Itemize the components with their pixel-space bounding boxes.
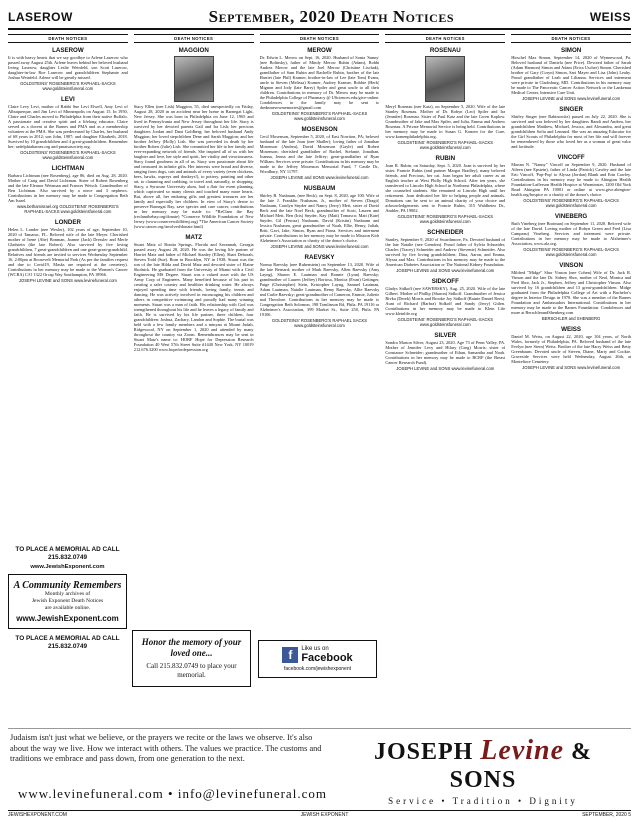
notice-body: Stacy Ellen (nee Lish) Maggion, 55, died unexpectedly on Friday, August 28, 2020 in an accident near her home in Barnegat Light, New Jersey. She was born in Philadelphia on June 12, 1965 and lived in Pennsylvania and New Jersey throughout her life. Stacy is survived by her devoted parents Gail and Ira Lish; her precious daughters Jordan and Dani Goldberg; her beloved husband Andy Maggion; her loved stepchildren Dene and Sarah Maggion; and her brother Jeffrey (Holly) Lish. She was preceded in death by her brother Robert (Julie) Lish. She committed her life to her family and ever-expanding network of friends. She inspired all of us with her laughter and love, her style and spirit, her vitality and vivaciousness. Stacy found goodness in all of us. Stacy was passionate about life and treasured its infinite gifts. Her interests were broad and diverse, ranging from dogs, cats and animals of every variety (even chickens, bees, hawks, ospreys and donkeys!), to pottery, painting and other art, to clamming and crabbing, to travel and, naturally, to shopping. Stacy, a Syracuse University alum, had a flair for event planning, which captivated so many clients and touched many more hearts. But, above all, her enduring gifts and greatest treasures are her family and especially her children. In view of Stacy's desire to preserve Barnegat Bay, save species and cure cancer, contributions in her memory may be made to: *ReClam the Bay (reclamthebay.org/donate) *Conserve Wildlife Foundation of New Jersey (www.conservewildlifenj.org) *The American Cancer Society (www.cancer.org/involved/donate.html) (133, 104, 254, 229)
notice-body: Mildred "Midge" Shor Vinson (nee Cohen) Wife of Dr. Jack R. Vinson and the late Dr. Sidney Shor, mother of Neal, Monica and Fred Shor, Jack Jr., Stephen, Jeffrey and Christopher Vinson. Also survived by 16 grandchildren and 13 great-grandchildren. Midge graduated from the Philadelphia College of Art with a Bachelor's degree in Interior Design in 1970. She was a member of the Barnes Foundation and Ambassadors International. Contributions in her memory may be made to the Barnes Foundation. Condolences and more at BerschlerandShenberg.com (511, 270, 631, 315)
notice-name: LICHTMAN (51, 165, 85, 172)
footer-right: SEPTEMBER, 2020 5 (582, 812, 631, 818)
death-notice (260, 183, 380, 249)
notice-body: Gladys Sidkoff (nee SAWERSKY), Aug. 25, 2020. Wife of the late Gilbert. Mother of Phillip (Sharon) Sidkoff. Grandmother of Jessica Rivka (Derek) Morris and Brooke Joy Sidkoff (Rainie Daniel Rees). Aunt of Richard (Barbra) Sidkoff and Sandy (Jerry) Gitlen. Contributions in her memory may be made to Klein Life www.kleinlife.org (385, 286, 506, 316)
notice-body: Meryl Rosenau (nee Katz), on September 5, 2020. Wife of the late Stanley Rosenau. Mother of Dr. Robyn (Leo) Spiler and Ira (Jennifer) Rosenau. Sister of Paul Katz and the late Gwen Kaplow. Grandmother of Jake and Max Spiler, and Julia, Emma and Andrew Rosenau. A Private Memorial Service is being held. Contributions in her memory may be made to Susan G. Komen for the Cure, www.komenphiladelphia.org. (385, 104, 506, 139)
column-5 (511, 34, 631, 534)
page-title: September, 2020 Death Notices (208, 7, 454, 26)
levine-logo (338, 735, 628, 806)
community-url[interactable]: www.JewishExponent.com (16, 614, 119, 623)
website-link[interactable]: www.JewishExponent.com (30, 564, 105, 570)
facebook-ad[interactable] (258, 640, 377, 678)
death-notice (511, 152, 631, 208)
death-notice (8, 94, 128, 160)
notice-signature: www.bethamisrael.org GOLDSTEINS' ROSENBERG'S RAPHAEL-SACKS www.goldsteinsfuneral.com (17, 204, 119, 214)
facebook-like-text: Like us on (301, 646, 329, 652)
death-notice (511, 104, 631, 149)
community-line-3: are available online. (44, 605, 91, 611)
levine-brand-pre: JOSEPH (373, 739, 474, 765)
notice-name: SCHNEIDER (427, 229, 464, 236)
masthead-left-name: LASEROW (8, 10, 73, 24)
notice-name: LEVI (61, 96, 75, 103)
notice-signature: JOSEPH LEVINE and SONS www.levinefuneral.com (270, 244, 369, 249)
levine-ad-url[interactable]: www.levinefuneral.com • info@levinefuneral.com (18, 786, 327, 801)
notice-body: Sondra Marion Silver, August 23, 2020. Age 73 of Penn Valley, PA. Mother of Jennifer Levy and Hilary (Greg) Morris; sister of Constance Schneider; grandmother of Ethan, Samantha and Noah. Contributions in her memory may be made to BCRF (the Breast Cancer Research Fund). (385, 340, 506, 365)
footer-left: JEWISHEXPONENT.COM (8, 812, 67, 818)
notice-name: SIDKOFF (431, 278, 459, 285)
notice-name: VINSON (559, 262, 583, 269)
notice-body: Shirley B. Nusbaum, (nee Beck), on Sept. 8, 2020, age 100. Wife of the late J. Franklin Nusbaum, Jr., mother of Steven (Dragit) Nusbaum, Carolyn Snyder and Nancy (Jerry) Mett, sister of David Beck and the late Noel Beck, grandmother of Scott, Lauren and Michael Mett, Ben (Iris) Snyder, Kay (Matt) Tomasco; Matt (Kate) Snyder, Gil (Feroza) Nusbaum, David (Kristin) Nusbaum and Jessica Nusbaum, great grandmother of Noah, Ellie, Henry, Juliah, Britt, Gavi, Jake, Simon, Ryan and Fiona. Services and interment private. Contributions in her memory may be made to Mission Kids Alzheimer's Association or charity of the donor's choice. (259, 193, 380, 243)
notice-signature: GOLDSTEINS' ROSENBERG'S RAPHAEL-SACKS www.goldsteinsfuneral.com (397, 140, 494, 150)
community-remembers-ad (8, 574, 127, 629)
notice-signature: GOLDSTEINS' ROSENBERG'S RAPHAEL-SACKS www.goldsteinsfuneral.com (397, 214, 494, 224)
notice-body: Stuart Matz of Bonita Springs, Florida and Savannah, Georgia passed away August 28, 2020. He was the loving life partner of Harriet Matz and father of Michael Stanley (Ellen), Shari Deborah, Steven Todd (Sue). Born in Brooklyn, NY in 1938, Stuart was the son of the late Hilda and David Matz and devoted sister of Elaine Skolnick. He graduated from the University of Miami with a Civil Engineering MS Degree. Stuart was a valued asset with the US Army Corp of Engineers. Many benefited because of his part in creating a safer country and healthier drinking water. He always enjoyed spending time with friends, loving family, tennis and dancing. He was actively involved in encouraging his children and others in competitive swimming and proudly had many winning moments. Stuart was a man of faith. His relationship with God was strengthened throughout his life and he leaves a legacy of family and faith. He is survived by his life partner, three children, four grandchildren: Joshua, Zachary, Landon and Sophie. The burial was held with a few family members and a minyan at Mount Judah, Ridgewood, NY on September 1, 2020 and attended by many throughout the country via Zoom. Remembrances may be sent in Stuart Matz's name to: HORF Hope for Depression Research Foundation 40 West 57th Street Suite #1440 New York, NY 10019 212.676.3200 www.hopefordepression.org (133, 242, 254, 352)
notice-body: Shirley Singer (nee Rabinowitz) passed on July 22, 2020. She is survived and was beloved by her daughters Randi and Andrea, her grandchildren Matthew, Michael, Jessica, and Alexandra, and great grandchildren Sofia and Lennard. She was an amazing Educator for the Girl Scouts of Philadelphia for most of her life and will forever be remembered by those who loved her as a woman of great valor and fortitude. (511, 114, 631, 149)
death-notice (260, 45, 380, 121)
notice-signature: JOSEPH LEVINE and SONS www.levinefuneral.com (270, 175, 369, 180)
notice-signature: GOLDSTEINS' ROSENBERG'S RAPHAEL-SACKS www.goldsteinsfuneral.com (523, 247, 619, 257)
notice-body: Cecil Mosenson, September 5, 2020, of East Norriton, PA; beloved husband of the late Joan (nee Shaller); loving father of Jonathan Mosenson (Andrea), David Mosenson (Gayle) and Robert Mosenson; cherished grandfather of Rachel, Stefanie, Jonathan, Joanna, Jenna and the late Jeffrey; great-grandfather of Ryan William. Services were private. Contributions in his memory may be made to the Jeffrey Mosenson Memorial Fund, 7 Castle Dr., Woodbury, NY 11797. (259, 134, 380, 174)
notice-signature: GOLDSTEINS' ROSENBERG'S RAPHAEL SACKS www.goldsteinsfuneral.com (271, 318, 368, 328)
column-header: DEATH NOTICES (385, 34, 505, 43)
notice-name: MAGGION (178, 47, 209, 54)
death-notice (385, 45, 505, 150)
notice-name: LONDER (54, 219, 81, 226)
column-header: DEATH NOTICES (511, 34, 631, 43)
notice-name: WEISS (561, 326, 582, 333)
death-notice (134, 232, 254, 352)
masthead-right-name: WEISS (589, 10, 631, 24)
notices-columns (8, 34, 631, 534)
notice-name: NUSBAUM (303, 185, 336, 192)
notice-body: Helen L. Londer (nee Wexler), 102 years of age, September 10, 2020 of Tamarac, FL. Beloved wife of the late Meyer. Cherished mother of Irene (Abe) Bonman, Joanne (Jack) Dressler and Merle Gladstein (the late Robert). Also survived by five loving grandchildren, 7 great-grandchildren and one great-great-grandchild. Relatives and friends are invited to services Wednesday September 16, 2:00pm at Roosevelt Memorial Park (As per the families request and due to Covid19, Masks are required at the cemetery). Contributions in her memory may be made to the Women's Cancer (WCRA) C/O 1322 Orcap Way Southampton, PA 18966. (8, 227, 128, 277)
honor-title: Honor the memory of your loved one... (141, 637, 242, 658)
notice-body: Marian N. "Nanny" Vincoff on September 9, 2020. Husband of Aileen (nee Epstein), father of Linda (Patrick) Cawley and the late Eric Vincoff, 'Pop-Pop' to Alyssa (Jordan) Blank and Erin Cawley. Contributions in his memory may be made to Abington Health Foundation-Lafferson Health Hospice at Warminster, 1200 Old York Road Abington PA 19001 or online at www.give.abington-health.org/hospice or a charity of the donor's choice. (511, 162, 631, 197)
levine-funeral-ad (8, 728, 631, 807)
notice-signature: BERSCHLER and SHENBERG (541, 316, 601, 321)
levine-brand-post: & SONS (449, 739, 593, 793)
levine-ad-text: Judaism isn't just what we believe, or the prayers we recite or the laws we observe. It's also about the way we live. How we interact with others. The values we practice. The customs and traditions we embrace and pass down, from one generation to the next. (10, 733, 322, 763)
notice-body: Barbara Lichtman (nee Rosenberg), age 86, died on Aug. 28, 2020. Mother of Craig and David Lichtman. Sister of Robert Rosenberg and the late Eleanor Weisman and Frances Weisch. Grandmother of Ben Lichtman. Also survived by a niece and 3 nephews. Contributions in her memory may be made to Congregation Beth Am Israel. (8, 173, 128, 203)
portrait-photo (425, 56, 465, 102)
notice-name: ROSENAU (429, 47, 461, 54)
notice-name: SILVER (434, 332, 457, 339)
honor-call: Call 215.832.0749 to place your memorial. (146, 662, 237, 679)
notice-name: SIMON (560, 47, 582, 54)
levine-tagline: Service • Tradition • Dignity (388, 796, 578, 806)
masthead (8, 6, 631, 30)
notice-body: Claire Levy Levi, mother of Rabbi Sue Levi Elwell, Amy Levi of Albuquerque, and Jim Levi of Minneapolis on August 15. In 1950, Claire and Charles moved to Philadelphia from their native Buffalo. A passionate and creative spirit and a lifelong educator, Claire served as a docent at the Barnes and PMA and as a membership volunteer at the PMA. She was predeceased by Charles, her husband of 68 years in 2012; son John, 1987; and daughter Elizabeth, 2018. Survived by 10 grandchildren and 4 great-grandchildren. Remember her: radelphiabarnes.org and pmaisasociety.org. (8, 104, 128, 149)
notice-signature: JOSEPH LEVINE and SONS www.levinefuneral.com (396, 366, 495, 371)
left-promos (8, 540, 127, 653)
death-notice (511, 45, 631, 101)
community-line-2: Jewish Exponent Death Notices (31, 598, 104, 604)
notice-signature: GOLDSTEINS' ROSENBERG'S RAPHAEL-SACKS www.goldsteinsfuneral.com (20, 150, 116, 160)
community-line-1: Monthly archives of (44, 591, 91, 597)
death-notice (385, 276, 505, 327)
notice-body: Ruth Vineberg (nee Brotman) on September 11, 2020. Beloved wife of the late David. Loving mother of Robyn Green and Fred (Lisa Campeau) Vineberg. Services and interment were private. Contributions in her memory may be made to Alzheimer's Association, www.alz.org. (511, 221, 631, 246)
death-notice (385, 227, 505, 273)
notice-signature: GOLDSTEINS' ROSENBERG'S RAPHAEL-SACKS www.goldsteinsfuneral.com (20, 81, 116, 91)
death-notice (8, 163, 128, 214)
notice-signature: JOSEPH LEVINE and SONS www.levinefuneral.com (522, 365, 621, 370)
facebook-icon: f (282, 647, 298, 663)
notice-name: MATZ (185, 234, 203, 241)
death-notice (8, 217, 128, 283)
notice-name: RUBIN (435, 155, 456, 162)
facebook-url[interactable]: facebook.com/jewishexponent (284, 666, 351, 672)
notice-name: VINCOFF (557, 154, 585, 161)
memorial-ad-callout-2: TO PLACE A MEMORIAL AD CALL 215.832.0749 (15, 635, 120, 650)
notice-body: It is with heavy hearts that we say goodbye to Arlene Laserow who passed away August 25th. Arlene leaves behind her beloved husband Irving Laserow, daughter Leslie Weinfeld, son Scott Laserow, daughter-in-law Roe Laserow and grandchildren Stephanie and Joshua Weinfeld. Arlene will be greatly missed. (8, 55, 128, 80)
footer-center: JEWISH EXPONENT (300, 812, 349, 818)
notice-signature: JOSEPH LEVINE and SONS www.levinefuneral.com (396, 268, 495, 273)
notice-body: Dr. Edwin L. Merow on Sept. 16, 2020. Husband of Sonia 'Sunny' (nee Bolinsky), father of Mindy Merow Rubin (Adam), Robbi Andrea Merow and the late Joel Merow (Christine Lischak), grandfather of Sam Rubin and Rachelle Rubin, brother of the late Harriet (late Phil) Kramer, brother-in-law of Lee (late Tom) Evans, uncle to Steven (Melissa) Kramer, Audrey Kramer, Robbie (Herb) Mignon and Jody (late Barry) Spiler and great uncle to all their children. Contributions in memory of Dr. Merow may be made to the Philadelphia College of Pharmacy @ USciences.edu/give-online. Condolences to the family may be sent to drednmerowmemories@gmail.com (259, 55, 380, 110)
page-footer (8, 810, 631, 822)
death-notice (260, 124, 380, 180)
notice-signature: GOLDSTEINS' ROSENBERG'S RAPHAEL-SACKS www.goldsteinsfuneral.com (397, 317, 494, 327)
notice-name: MEROW (307, 47, 332, 54)
notice-signature: GOLDSTEINS' ROSENBERG'S RAPHAEL-SACKS www.goldsteinsfuneral.com (271, 111, 368, 121)
column-header: DEATH NOTICES (8, 34, 128, 43)
notice-body: Joan R. Rubin, on Saturday, Sept. 5, 2020. Joan is survived by her sister, Francie Rubin (and partner Margot Bradley), many beloved friends, and Precious, her cat. Joan began her adult career as an English teacher at West Philly High School. After ten years, she transferred to Lincoln High School in Northeast Philadelphia, where she counseled students. She remained at Lincoln High until her retirement. Joan dedicated her life to helping people and animals. Donations can be sent to an animal charity of your choice and acknowledgements sent to Francie Rubin, 315 Waldheim Dr., Ambler, PA 19002. (385, 163, 506, 213)
death-notice (511, 260, 631, 321)
notice-signature: GOLDSTEINS' ROSENBERG'S RAPHAEL-SACKS www.goldsteinsfuneral.com (523, 198, 619, 208)
death-notice (385, 330, 505, 371)
notice-name: VINEBERG (554, 213, 588, 220)
death-notice (385, 153, 505, 224)
notice-body: Daniel M. Weiss, on August 22, 2020, age 104 years, of North Wales, formerly of Philadelphia, PA. Beloved husband of the late Evelyn (nee Stern) Weiss. Brother of the late Harry Weiss and Betty Greenbaum. Devoted uncle of Steven, Diane, Marty and Cookie. Graveside Services were held Wednesday, August 26th, at Montefiore Cemetery. (511, 334, 631, 364)
facebook-name: Facebook (301, 652, 353, 664)
column-header: DEATH NOTICES (260, 34, 380, 43)
levine-brand-mid: Levine (480, 735, 565, 766)
notice-name: LASEROW (52, 47, 84, 54)
notice-body: Stanley, September 9, 2020 of Swarthmore, Pa. Devoted husband of the late Natalie (nee Grendon). Proud father of Sylvia Schneider, Charles (Tracey) Schneider and Andrew (Stevenie) Schneider. Also survived by five loving grandchildren; Dina, Aaron, and Emma, Alyssa and Max. Contributions in his memory may be made to the American Diabetes Association or The National Kidney Foundation. (385, 237, 506, 267)
notice-name: RAEVSKY (304, 254, 335, 261)
notice-body: Norma Raevsky (nee Rubenstein) on September 13, 2020. Wife of the late Bernard; mother of Mark Raevsky, Allen Raevsky (Amy Layng), Sharon E. Lautman and Ronnie (Lynn) Raevsky; grandmother of Lauren (Jeffrey) Bortosa, Monica (Evan) Gettinger, Paige (Christopher) Stein, Kristopher Layng, Samuel Lautman, Adam Lautman, Natalie Lautman, Remy Raevsky, Allie Raevsky and Carlie Raevsky; great-grandmother of Cameron, Emmie, Juliette and Theodore. Contributions in her memory may be made to Congregation Beth Solomon, 198 Tomlinson Rd, Phila. PA 19116 or Alzheimer's Association, 399 Market St., Suite 250, Phila. PA 19106. (259, 262, 380, 317)
notice-signature: JOSEPH LEVINE and SONS www.levinefuneral.com (18, 278, 117, 283)
column-3 (260, 34, 380, 534)
honor-memory-ad (132, 630, 251, 687)
notice-body: Hirschel Max Simon, September 14, 2020 of Wynnewood, Pa. Beloved husband of Daniela (nee Price). Devoted father of Sarah (Adam Harmon) Simon and Adam (Erica Uscher) Simon. Cherished brother of Gary (Coryn) Simon, Sari Mayer and Lisa (John) Leahy. Proud grandfather of Leah and Lilianna. Services and interment were private in Clarksburg, MD. Contributions in his memory may be made to The Pancreatic Cancer Action Network or the Lankenau Medical Center, Intensive Care Unit. (511, 55, 631, 95)
death-notice (511, 324, 631, 370)
column-2 (134, 34, 254, 534)
death-notice (260, 252, 380, 328)
community-title: A Community Remembers (13, 580, 122, 591)
memorial-ad-callout: TO PLACE A MEMORIAL AD CALL 215.832.0749 (15, 546, 120, 561)
notice-signature: JOSEPH LEVINE and SONS www.levinefuneral.com (522, 96, 621, 101)
column-1 (8, 34, 128, 534)
column-header: DEATH NOTICES (134, 34, 254, 43)
death-notice (8, 45, 128, 91)
portrait-photo (174, 56, 214, 102)
notice-name: SINGER (559, 106, 583, 113)
death-notice (511, 211, 631, 257)
notice-name: MOSENSON (301, 126, 338, 133)
column-4 (385, 34, 505, 534)
death-notice (134, 45, 254, 229)
